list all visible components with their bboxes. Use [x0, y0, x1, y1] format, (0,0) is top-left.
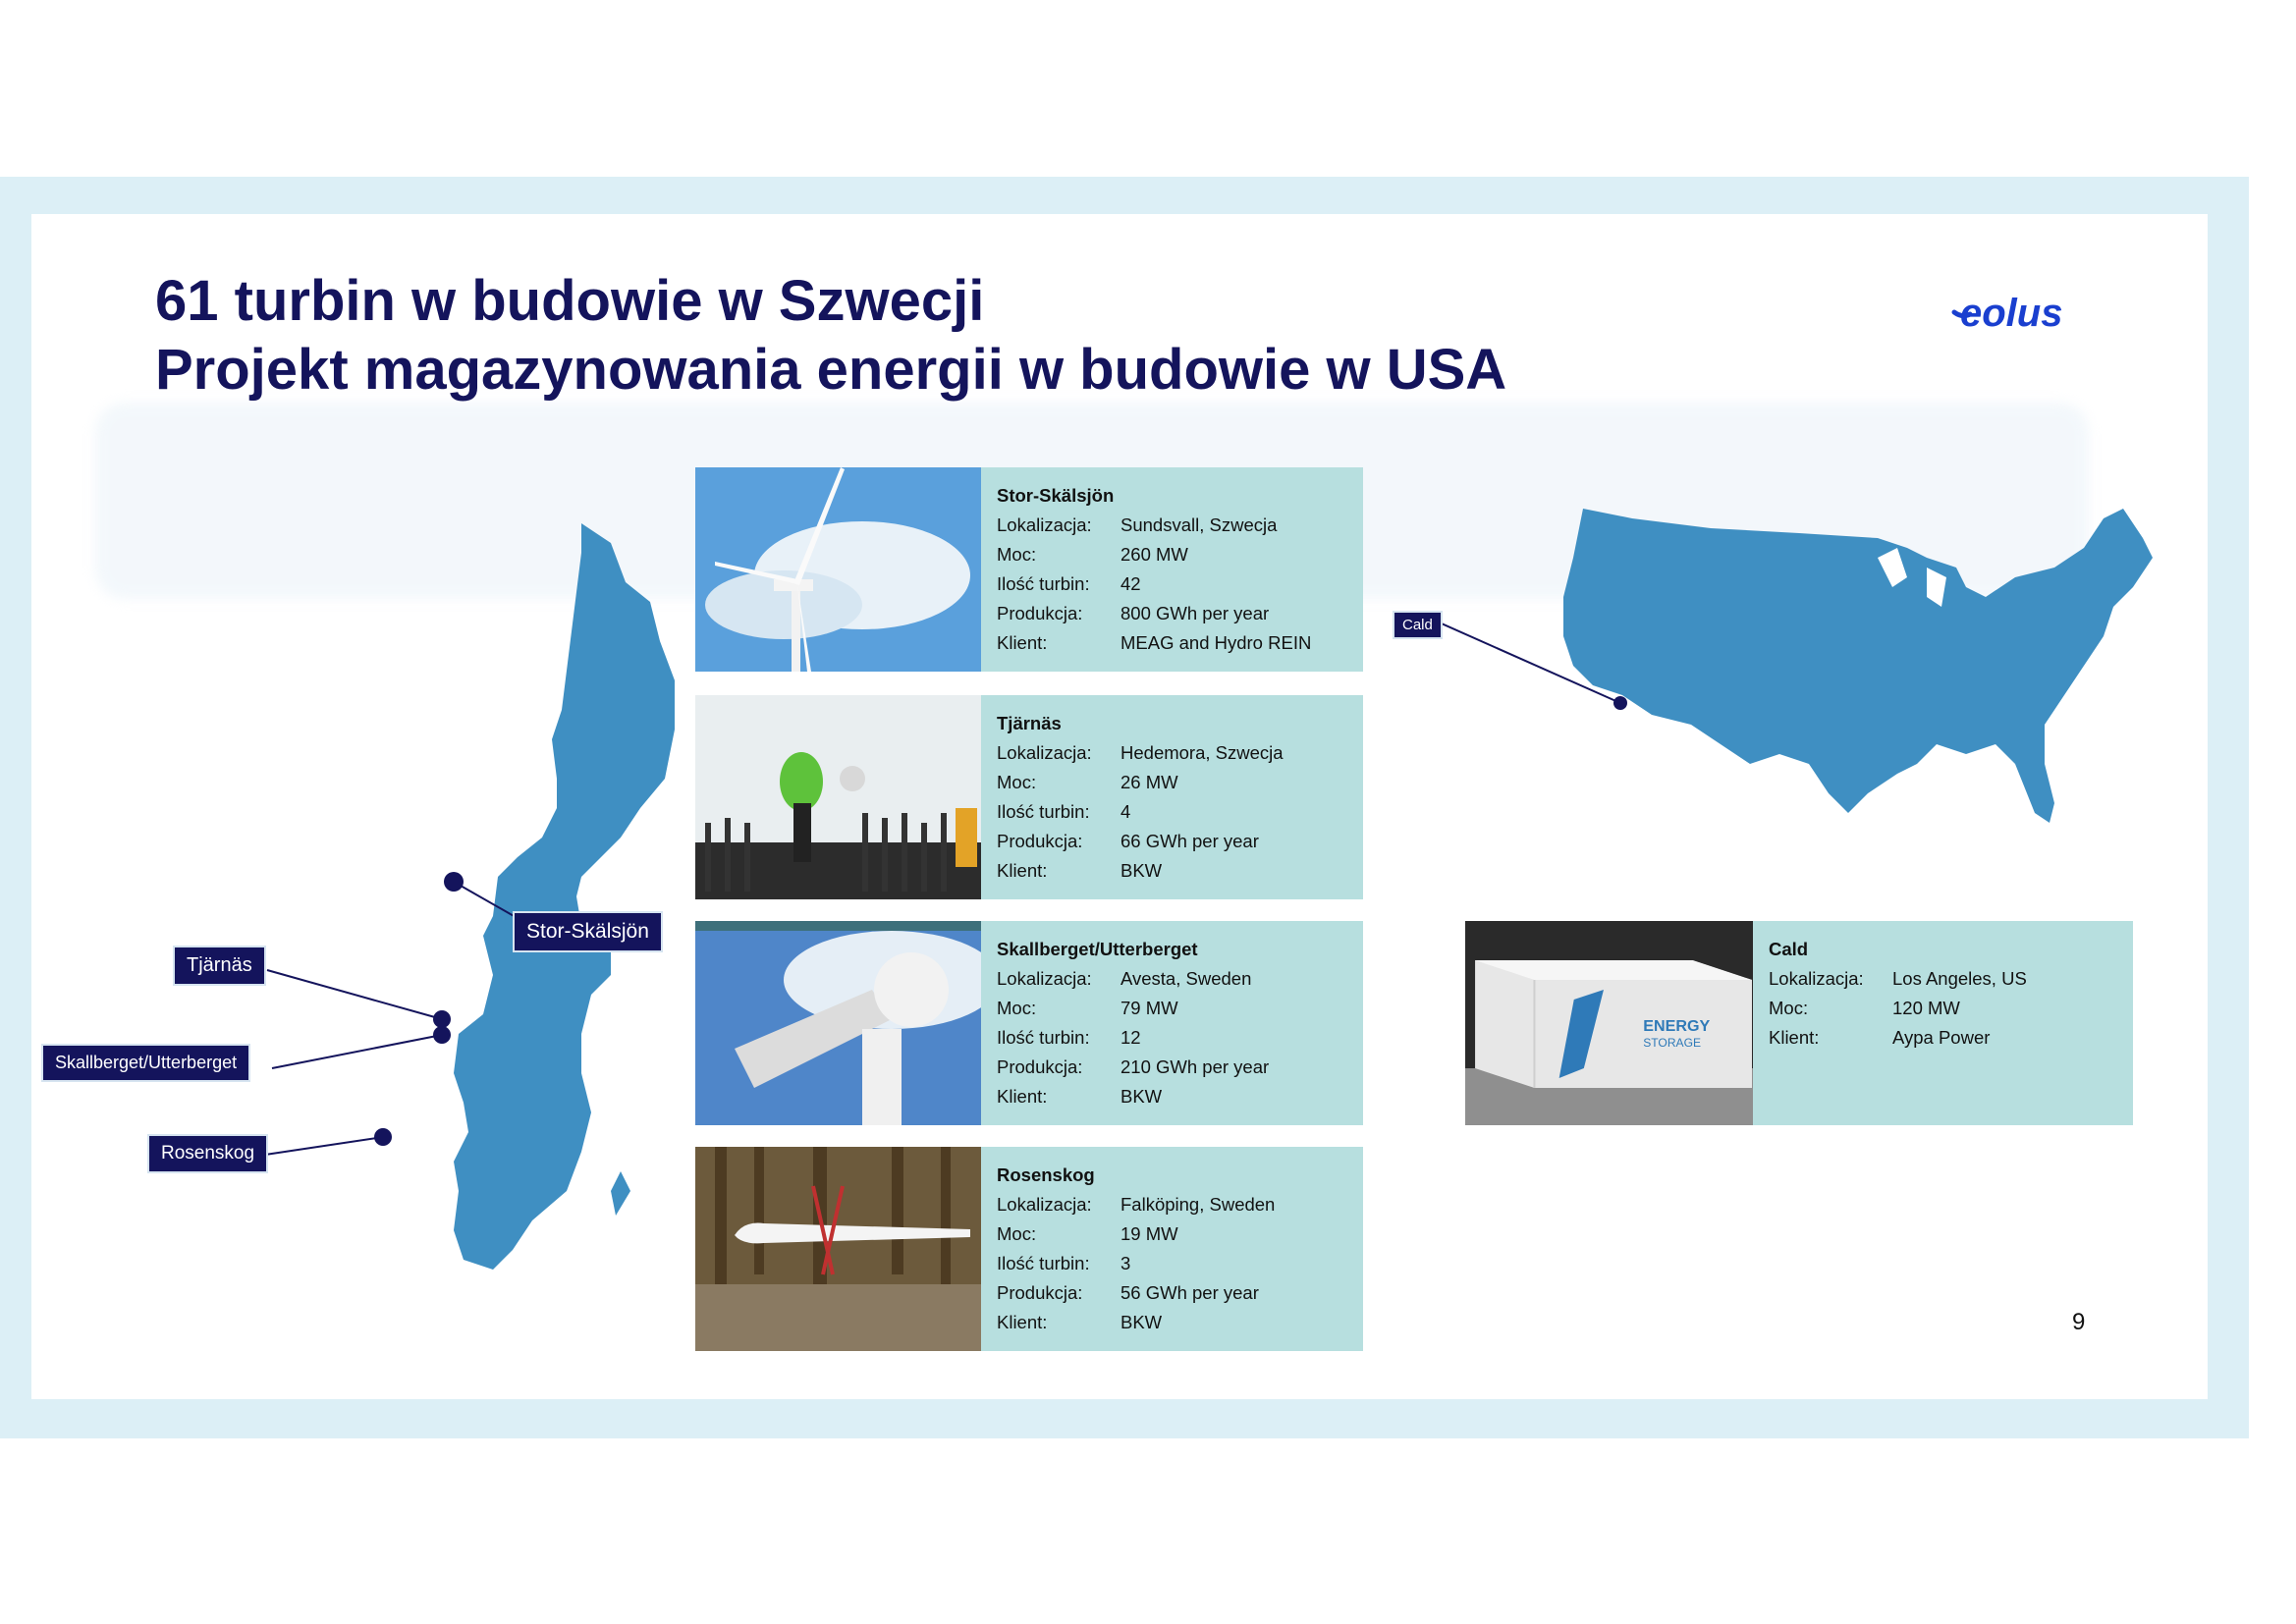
photo-nacelle-lift: [695, 921, 981, 1125]
sweden-leaders: [31, 214, 719, 1399]
dot-cald: [1613, 696, 1627, 710]
key-client: Klient:: [997, 1312, 1048, 1332]
value-loc: Avesta, Sweden: [1121, 968, 1252, 989]
project-info: [981, 921, 1285, 1125]
key-loc: Lokalizacja:: [997, 1194, 1092, 1215]
key-client: Klient:: [997, 860, 1048, 881]
usa-map: [1554, 479, 2208, 833]
key-moc: Moc:: [997, 544, 1037, 565]
label-rosen: Rosenskog: [147, 1134, 268, 1173]
project-name: Cald: [1769, 939, 1809, 959]
key-production: Produkcja:: [997, 603, 1083, 623]
key-moc: Moc:: [997, 1223, 1037, 1244]
container-text-1: ENERGY: [1643, 1017, 1711, 1035]
project-name: Skallberget/Utterberget: [997, 939, 1198, 959]
key-production: Produkcja:: [997, 1056, 1083, 1077]
project-card-cald: [1465, 921, 2133, 1125]
key-turbines: Ilość turbin:: [997, 1253, 1090, 1273]
key-turbines: Ilość turbin:: [997, 801, 1090, 822]
dot-skall: [433, 1026, 451, 1044]
key-client: Klient:: [1769, 1027, 1820, 1048]
photo-energy-storage-container: [1465, 921, 1753, 1125]
value-production: 56 GWh per year: [1121, 1282, 1259, 1303]
photo-wind-turbine: [695, 467, 981, 672]
project-card-skallberget: [695, 921, 1363, 1125]
key-moc: Moc:: [1769, 998, 1809, 1018]
value-loc: Los Angeles, US: [1892, 968, 2027, 989]
label-skall: Skallberget/Utterberget: [41, 1044, 250, 1082]
value-turbines: 12: [1121, 1027, 1141, 1048]
value-client: BKW: [1121, 1312, 1163, 1332]
project-info: [981, 467, 1327, 672]
title-line-2: Projekt magazynowania energii w budowie w USA: [155, 338, 1507, 402]
dot-stor: [444, 872, 464, 892]
container-text-2: STORAGE: [1643, 1036, 1702, 1050]
value-loc: Sundsvall, Szwecja: [1121, 514, 1278, 535]
label-tjarnas: Tjärnäs: [173, 946, 266, 986]
project-info: [981, 1147, 1290, 1351]
value-turbines: 4: [1121, 801, 1131, 822]
key-turbines: Ilość turbin:: [997, 573, 1090, 594]
key-turbines: Ilość turbin:: [997, 1027, 1090, 1048]
usa-leader: [1387, 587, 1642, 725]
project-name: Stor-Skälsjön: [997, 485, 1115, 506]
title-line-1: 61 turbin w budowie w Szwecji: [155, 269, 985, 333]
key-loc: Lokalizacja:: [997, 514, 1092, 535]
project-card-stor: [695, 467, 1363, 672]
dot-tjarnas: [433, 1010, 451, 1028]
value-client: BKW: [1121, 1086, 1163, 1107]
label-cald: Cald: [1393, 611, 1443, 639]
value-production: 66 GWh per year: [1121, 831, 1259, 851]
value-client: Aypa Power: [1892, 1027, 1991, 1048]
value-client: MEAG and Hydro REIN: [1121, 632, 1312, 653]
photo-blade-transport: [695, 1147, 981, 1351]
label-stor: Stor-Skälsjön: [513, 911, 663, 952]
value-production: 210 GWh per year: [1121, 1056, 1270, 1077]
eolus-logo: [1948, 285, 2125, 344]
project-info: [981, 695, 1299, 899]
key-production: Produkcja:: [997, 831, 1083, 851]
value-production: 800 GWh per year: [1121, 603, 1270, 623]
value-moc: 120 MW: [1892, 998, 1960, 1018]
value-moc: 19 MW: [1121, 1223, 1178, 1244]
value-client: BKW: [1121, 860, 1163, 881]
photo-construction-worker: [695, 695, 981, 899]
logo-text: eolus: [1960, 292, 2063, 335]
key-moc: Moc:: [997, 772, 1037, 792]
slide: [31, 214, 2208, 1399]
key-client: Klient:: [997, 1086, 1048, 1107]
key-production: Produkcja:: [997, 1282, 1083, 1303]
value-moc: 260 MW: [1121, 544, 1188, 565]
value-loc: Hedemora, Szwecja: [1121, 742, 1284, 763]
project-name: Tjärnäs: [997, 713, 1062, 733]
page-number: 9: [2072, 1309, 2086, 1335]
value-moc: 26 MW: [1121, 772, 1178, 792]
key-loc: Lokalizacja:: [997, 968, 1092, 989]
value-turbines: 42: [1121, 573, 1141, 594]
key-loc: Lokalizacja:: [997, 742, 1092, 763]
project-card-rosenskog: [695, 1147, 1363, 1351]
key-client: Klient:: [997, 632, 1048, 653]
value-loc: Falköping, Sweden: [1121, 1194, 1276, 1215]
project-card-tjarnas: [695, 695, 1363, 899]
key-loc: Lokalizacja:: [1769, 968, 1864, 989]
value-moc: 79 MW: [1121, 998, 1178, 1018]
project-info: [1753, 921, 2043, 1125]
dot-rosen: [374, 1128, 392, 1146]
project-name: Rosenskog: [997, 1164, 1095, 1185]
key-moc: Moc:: [997, 998, 1037, 1018]
value-turbines: 3: [1121, 1253, 1131, 1273]
